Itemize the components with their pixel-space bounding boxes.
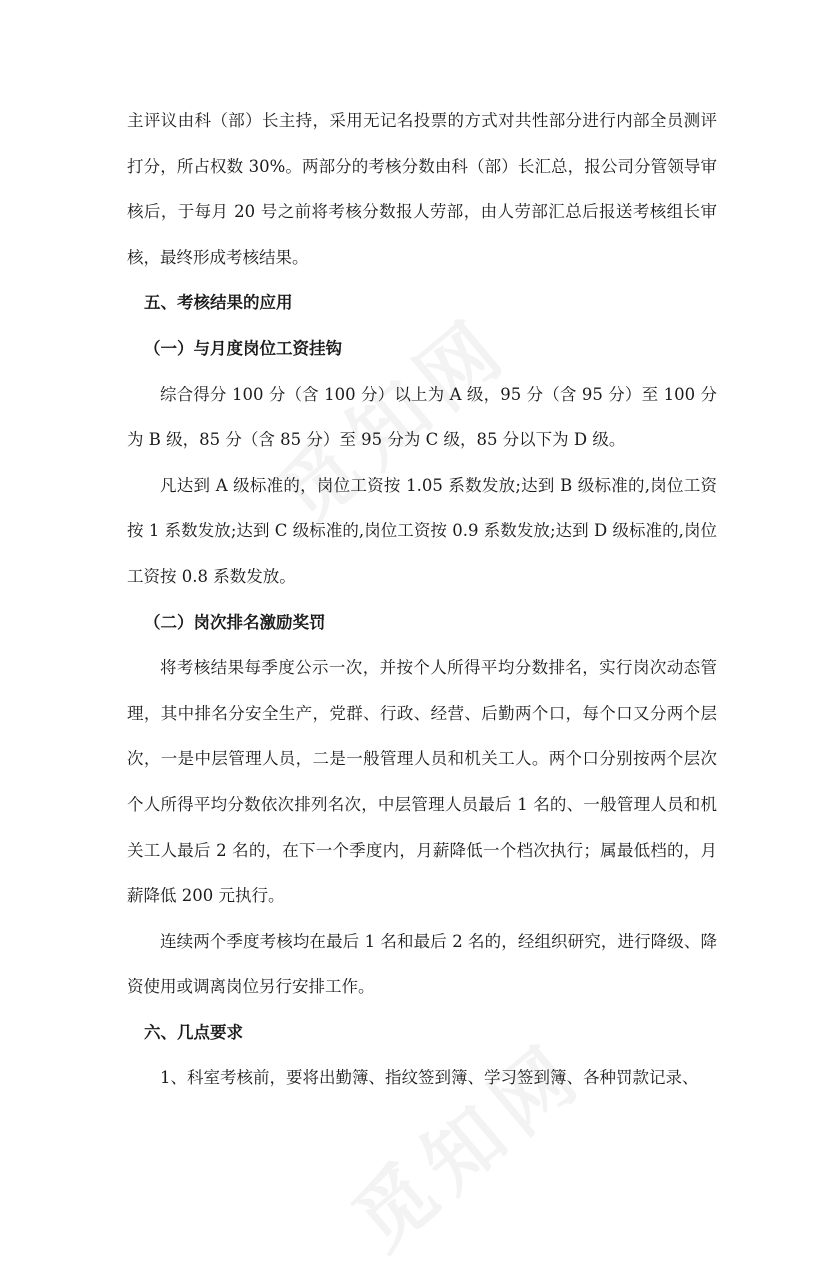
section-heading: 六、几点要求 [144,1022,243,1042]
body-paragraph: 1、科室考核前，要将出勤簿、指纹签到簿、学习签到簿、各种罚款记录、 [160,1068,699,1088]
section-heading: 五、考核结果的应用 [144,293,293,313]
body-paragraph: 将考核结果每季度公示一次，并按个人所得平均分数排名，实行岗次动态管理，其中排名分安全生产，党群、行政、经营、后勤两个口，每个口又分两个层次，一是中层管理人员，二是一般管理人员和机关工人。两个口分别按两个层次个人所得平均分数依次排列名次，中层管理人员最后 1 名的、一般管理人员和机关工人最后 2 名的，在下一个季度内，月薪降低一个档次执行；属最低档的，月薪降低 200 元执行。 [127,658,717,906]
document-body [127,98,717,1101]
body-paragraph: 主评议由科（部）长主持，采用无记名投票的方式对共性部分进行内部全员测评打分，所占权数 30%。两部分的考核分数由科（部）长汇总，报公司分管领导审核后，于每月 20 号之前将考核分数报人劳部，由人劳部汇总后报送考核组长审核，最终形成考核结果。 [127,111,717,267]
body-paragraph: 综合得分 100 分（含 100 分）以上为 A 级，95 分（含 95 分）至 100 分为 B 级，85 分（含 85 分）至 95 分为 C 级，85 分以下为 D 级。 [127,384,717,450]
subsection-heading: （二）岗次排名激励奖罚 [144,612,326,632]
subsection-heading: （一）与月度岗位工资挂钩 [144,338,342,358]
body-paragraph: 凡达到 A 级标准的，岗位工资按 1.05 系数发放;达到 B 级标准的,岗位工资按 1 系数发放;达到 C 级标准的,岗位工资按 0.9 系数发放;达到 D 级标准的,岗位工资按 0.8 系数发放。 [127,475,717,586]
body-paragraph: 连续两个季度考核均在最后 1 名和最后 2 名的，经组织研究，进行降级、降资使用或调离岗位另行安排工作。 [127,931,717,997]
